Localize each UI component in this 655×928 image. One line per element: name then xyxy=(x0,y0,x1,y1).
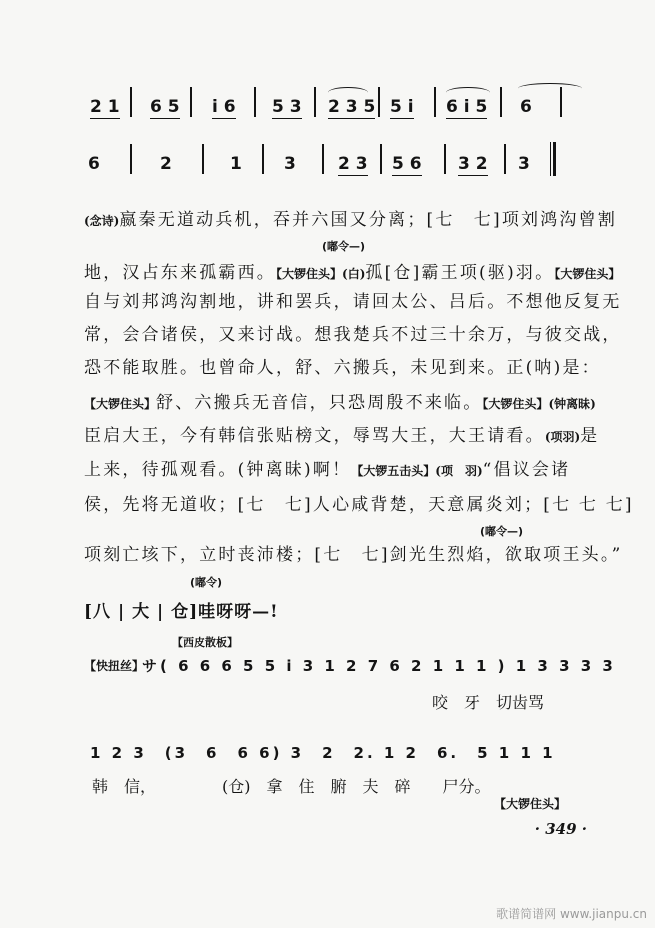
slur-mark xyxy=(518,83,582,94)
bar-line xyxy=(314,87,316,117)
bar-line xyxy=(322,144,324,174)
melody-line-2: 1 2 3 (3 6 6 6) 3 2 2. 1 2 6. 5 1 1 1 xyxy=(90,744,556,762)
percussion-cue: 【大锣住头】 xyxy=(276,267,343,281)
verse-text: 嬴秦无道动兵机，吞并六国又分离；[七 七]项刘鸿沟曾割 xyxy=(119,210,618,230)
bar-line xyxy=(500,87,502,117)
note-group: 2 3 5 xyxy=(328,97,376,117)
bar-line xyxy=(130,87,132,117)
speaker-label: (钟离昧) xyxy=(548,397,596,411)
bar-line xyxy=(444,144,446,174)
percussion-annotation: (嘟令—) xyxy=(322,240,366,253)
spoken-label: (白) xyxy=(342,267,366,281)
text-line xyxy=(84,421,599,446)
note-group: 6 5 xyxy=(150,97,180,117)
lyrics-line-2: 韩 信， xyxy=(92,777,157,796)
text-line: 自与刘邦鸿沟割地，讲和罢兵，请回太公、吕后。不想他反复无 xyxy=(84,292,622,312)
text-line xyxy=(84,205,617,230)
percussion-bracket: [仓] xyxy=(384,263,422,283)
text-line xyxy=(84,388,596,413)
percussion-line: [八 | 大 | 仓]哇呀呀—! xyxy=(84,602,279,622)
tune-label: 【西皮散板】 xyxy=(172,636,238,649)
bar-line xyxy=(378,87,380,117)
lyrics-line-2: (仓) 拿 住 腑 夫 碎 尸分。 xyxy=(222,777,491,796)
speaker-label: (项 羽) xyxy=(435,464,483,478)
bar-line xyxy=(380,144,382,174)
percussion-cue: 【大锣住头】 xyxy=(554,267,621,281)
speech-text: 孤 xyxy=(365,263,385,283)
note-group: 6 i 5 xyxy=(446,97,488,117)
note-group: 3 xyxy=(284,154,296,174)
note-group: 6 xyxy=(88,154,100,174)
percussion-annotation: (嘟令—) xyxy=(480,525,524,538)
percussion-cue: 【大锣五击头】 xyxy=(351,464,436,478)
text-line: 恐不能取胜。也曾命人，舒、六搬兵，未见到来。正(呐)是： xyxy=(84,358,601,378)
speaker-label: (项羽) xyxy=(544,430,581,444)
melody-line-1: サ( 6 6 6 5 5 i 3 1 2 7 6 2 1 1 1 ) 1 3 3 3 3 xyxy=(142,657,616,675)
bar-line xyxy=(560,87,562,117)
verse-label: (念诗) xyxy=(84,214,120,228)
bar-line xyxy=(202,144,204,174)
watermark: 歌谱简谱网 www.jianpu.cn xyxy=(496,907,647,921)
note-group: 2 3 xyxy=(338,154,368,174)
bar-line xyxy=(504,144,506,174)
percussion-cue: 【大锣住头】 xyxy=(494,797,567,811)
note-group: 5 3 xyxy=(272,97,302,117)
speech-text: 臣启大王，今有韩信张贴榜文，辱骂大王，大王请看。 xyxy=(84,426,545,446)
speech-text: “倡议会诸 xyxy=(482,460,571,480)
note-group: 2 xyxy=(160,154,172,174)
bar-line xyxy=(254,87,256,117)
bar-line xyxy=(434,87,436,117)
speech-text: 上来，待孤观看。(钟离昧)啊！ xyxy=(84,460,352,480)
bar-line xyxy=(262,144,264,174)
note-group: 2 1 xyxy=(90,97,120,117)
page-number: · 349 · xyxy=(534,820,587,838)
bar-line xyxy=(190,87,192,117)
note-group: 1 xyxy=(230,154,242,174)
lyrics-line-1: 咬 牙 切齿骂 xyxy=(432,693,545,712)
percussion-annotation: (嘟令) xyxy=(190,576,223,589)
speech-text: 霸王项(驱)羽。 xyxy=(421,263,555,283)
text-line xyxy=(84,455,570,480)
verse-text: 地，汉占东来孤霸西。 xyxy=(84,263,276,283)
note-group: 3 2 xyxy=(458,154,488,174)
percussion-cue: 【快扭丝】 xyxy=(84,659,145,673)
speech-text: 是 xyxy=(580,426,600,446)
text-line: 常，会合诸侯，又来讨战。想我楚兵不过三十余万，与彼交战， xyxy=(84,325,622,345)
final-bar-line xyxy=(550,142,556,176)
note-group: i 6 xyxy=(212,97,236,117)
note-group: 5 6 xyxy=(392,154,422,174)
bar-line xyxy=(130,144,132,174)
text-line xyxy=(84,258,620,283)
text-line: 侯，先将无道收；[七 七]人心咸背楚，天意属炎刘；[七 七 七] xyxy=(84,495,634,515)
percussion-cue: 【大锣住头】 xyxy=(84,397,157,411)
percussion-cue: 【大锣住头】 xyxy=(482,397,549,411)
text-line: 项刻亡垓下，立时丧沛楼；[七 七]剑光生烈焰，欲取项王头。” xyxy=(84,545,623,565)
note-group: 3 xyxy=(518,154,530,174)
speech-text: 舒、六搬兵无音信，只恐周殷不来临。 xyxy=(156,393,483,413)
note-group: 6 xyxy=(520,97,532,117)
note-group: 5 i xyxy=(390,97,414,117)
